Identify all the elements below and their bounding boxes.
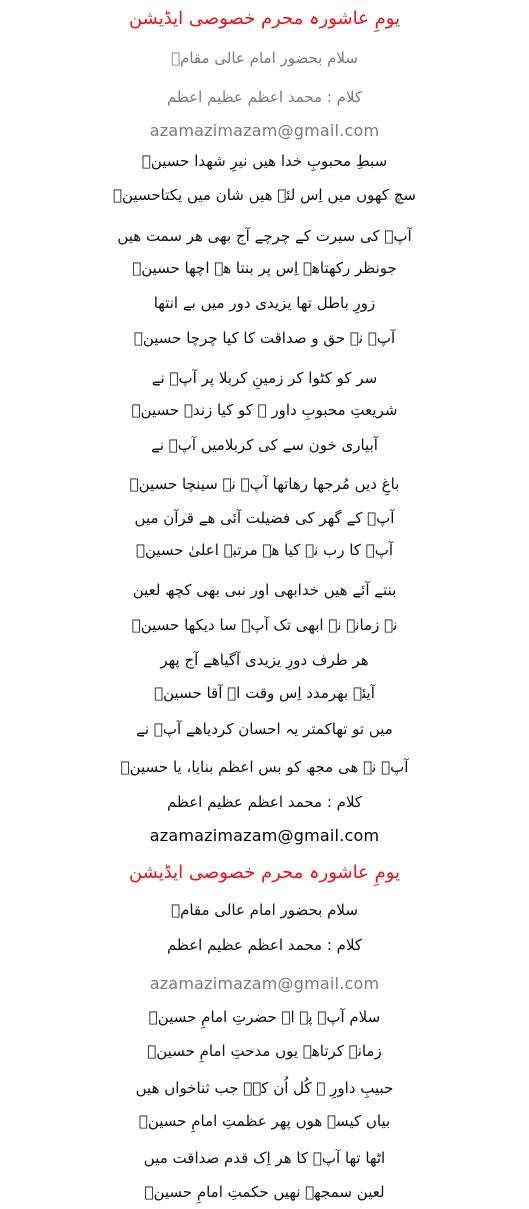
section2-kalam-credit: کلام : محمد اعظم عظیم اعظم [166, 936, 363, 954]
section1-salam-heading: سلام بحضور امام عالی مقامؑ [171, 49, 358, 67]
verse-line: ھر طرف دورِ یزیدی آگیاھے آج پھر [160, 651, 369, 669]
verse-line: آبیاری خون سے کی کربلامیں آپؑ نے [151, 436, 378, 454]
verse-line: اٹھا تھا آپؑ کا ھر اِک قدم صداقت میں [143, 1149, 386, 1167]
verse-line: آپؑ نے ھی مجھ کو بس اعظم بنایا، یا حسینؑ [120, 758, 409, 776]
verse-line: سچ کھوں میں اِس لئے ھیں شان میں یکتاحسینؑ [113, 186, 416, 204]
verse-line: زمانہ کرتاھے یوں مدحتِ امامِ حسینؑ [147, 1042, 382, 1060]
section1-email: azamazimazam@gmail.com [149, 121, 380, 140]
section1-kalam-footer: کلام : محمد اعظم عظیم اعظم [166, 793, 363, 811]
verse-line: جونظر رکھتاھے اِس پر بنتا ھے اچھا حسینؑ [132, 259, 397, 277]
verse-line: آپؑ کی سیرت کے چرچے آج بھی ھر سمت ھیں [117, 227, 412, 245]
section2-email: azamazimazam@gmail.com [149, 974, 380, 993]
section1-kalam-credit: کلام : محمد اعظم عظیم اعظم [166, 88, 363, 106]
verse-line: سلام آپؑ پہ اے حضرتِ امامِ حسینؑ [148, 1008, 381, 1026]
verse-line: باغِ دیں مُرجھا رھاتھا آپؑ نے سینچا حسینؑ [129, 475, 400, 493]
verse-line: حبیبِ داورِ ﷺ کُل اُن کےؑ جب ثناخواں ھیں [135, 1079, 394, 1097]
verse-line: زورِ باطل تھا یزیدی دور میں بے انتھا [153, 294, 376, 312]
verse-line: لعین سمجھے نھیں حکمتِ امامِ حسینؑ [144, 1183, 385, 1201]
verse-line: میں تو تھاکمتر یہ احسان کردیاھے آپؑ نے [136, 720, 393, 738]
section2-title: یومِ عاشورہ محرم خصوصی ایڈیشن [128, 862, 401, 883]
section1-email-footer: azamazimazam@gmail.com [149, 826, 380, 845]
section2-salam-heading: سلام بحضور امام عالی مقامؑ [171, 901, 358, 919]
verse-line: آپؑ نے حق و صداقت کا کیا چرچا حسینؑ [133, 329, 396, 347]
verse-line: سبطِ محبوبِ خدا ھیں نیرِ شھدا حسینؑ [141, 152, 388, 170]
verse-line: بیاں کیسے ھوں پھر عظمتِ امامِ حسینؑ [138, 1112, 391, 1130]
verse-line: سر کو کٹوا کر زمینِ کربلا پر آپؑ نے [151, 369, 378, 387]
verse-line: شریعتِ محبوبِ داور ﷺ کو کیا زندہ حسینؑ [131, 401, 398, 419]
section1-title: یومِ عاشورہ محرم خصوصی ایڈیشن [128, 8, 401, 29]
verse-line: آپؑ کا رب نے کیا ھے مرتبہ اعلیٰ حسینؑ [135, 541, 394, 559]
verse-line: نہ زمانے نے ابھی تک آپؑ سا دیکھا حسینؑ [131, 616, 398, 634]
verse-line: آپؑ کے گھر کی فضیلت آئی ھے قرآن میں [134, 509, 395, 527]
verse-line: بنتے آئے ھیں خدابھی اور نبی بھی کچھ لعین [132, 581, 397, 599]
verse-line: آیئے بھرمدد اِس وقت اے آقا حسینؑ [154, 684, 375, 702]
